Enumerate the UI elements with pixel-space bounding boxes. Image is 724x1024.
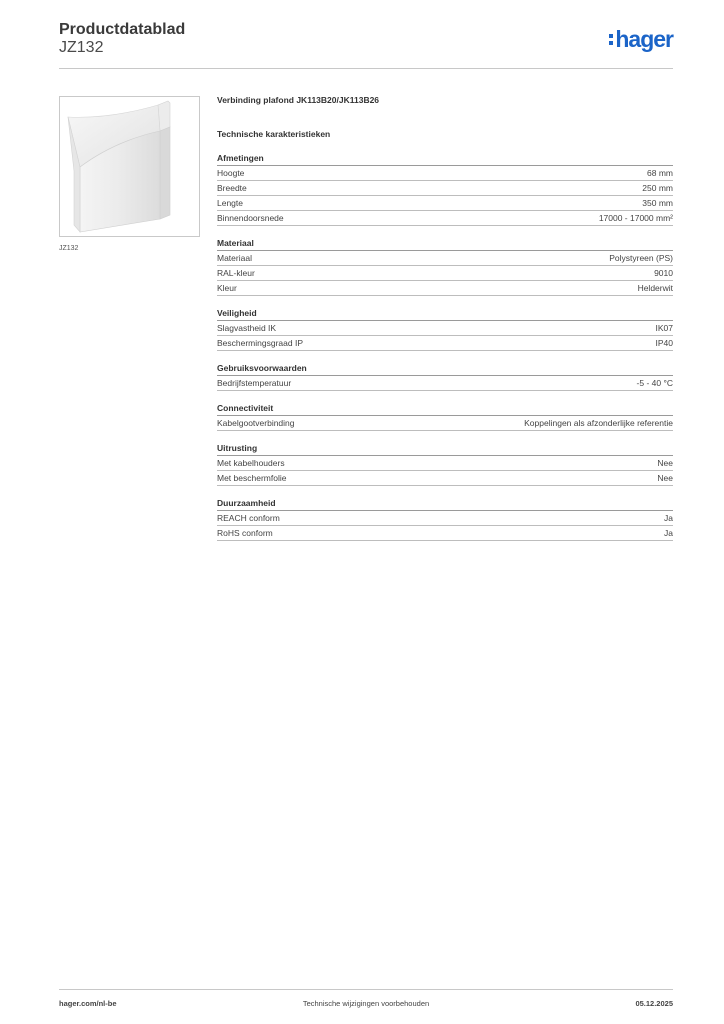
spec-row: [217, 281, 673, 296]
spec-row: [217, 251, 673, 266]
image-caption: JZ132: [59, 245, 79, 252]
spec-label: Met kabelhouders: [217, 458, 285, 468]
spec-label: RAL-kleur: [217, 268, 255, 278]
spec-value: Nee: [657, 458, 673, 468]
spec-row: [217, 196, 673, 211]
logo-dots-icon: [609, 34, 613, 45]
footer-divider: [59, 989, 673, 990]
spec-section: [217, 363, 673, 391]
product-description: Verbinding plafond JK113B20/JK113B26: [217, 95, 380, 105]
spec-row: [217, 321, 673, 336]
spec-row: [217, 511, 673, 526]
spec-section: [217, 153, 673, 226]
spec-row: [217, 336, 673, 351]
product-image: [59, 96, 200, 237]
spec-section: [217, 403, 673, 431]
spec-value: IP40: [655, 338, 673, 348]
spec-label: Binnendoorsnede: [217, 213, 284, 223]
footer-date: 05.12.2025: [635, 999, 673, 1008]
ceiling-connector-illustration: [60, 97, 199, 236]
spec-section: [217, 443, 673, 486]
spec-value: IK07: [655, 323, 673, 333]
spec-row: [217, 266, 673, 281]
spec-section: [217, 308, 673, 351]
spec-label: RoHS conform: [217, 528, 273, 538]
spec-value: 250 mm: [642, 183, 673, 193]
spec-value: Helderwit: [637, 283, 673, 293]
product-code: JZ132: [59, 39, 104, 56]
footer-website: hager.com/nl-be: [59, 999, 117, 1008]
spec-label: Kabelgootverbinding: [217, 418, 295, 428]
spec-row: [217, 416, 673, 431]
spec-value: Ja: [664, 528, 673, 538]
spec-value: 68 mm: [647, 168, 673, 178]
section-title: Uitrusting: [217, 443, 673, 456]
tech-heading: Technische karakteristieken: [217, 129, 331, 139]
spec-label: Lengte: [217, 198, 243, 208]
section-title: Veiligheid: [217, 308, 673, 321]
spec-value: Nee: [657, 473, 673, 483]
document-title: Productdatablad: [59, 21, 186, 38]
spec-row: [217, 166, 673, 181]
spec-label: Slagvastheid IK: [217, 323, 277, 333]
spec-value: Polystyreen (PS): [609, 253, 673, 263]
spec-label: Materiaal: [217, 253, 252, 263]
section-title: Gebruiksvoorwaarden: [217, 363, 673, 376]
spec-content: [217, 95, 673, 541]
logo-text: hager: [615, 26, 673, 52]
section-title: Materiaal: [217, 238, 673, 251]
spec-label: Breedte: [217, 183, 247, 193]
spec-label: Met beschermfolie: [217, 473, 287, 483]
spec-label: REACH conform: [217, 513, 280, 523]
footer-notice: Technische wijzigingen voorbehouden: [302, 999, 430, 1008]
spec-value: -5 - 40 °C: [636, 378, 673, 388]
section-title: Afmetingen: [217, 153, 673, 166]
spec-value: 350 mm: [642, 198, 673, 208]
spec-row: [217, 211, 673, 226]
hager-logo: [609, 27, 673, 51]
spec-value: 9010: [654, 268, 673, 278]
spec-label: Beschermingsgraad IP: [217, 338, 303, 348]
spec-row: [217, 526, 673, 541]
spec-label: Kleur: [217, 283, 237, 293]
spec-label: Bedrijfstemperatuur: [217, 378, 292, 388]
spec-section: [217, 498, 673, 541]
spec-value: Koppelingen als afzonderlijke referentie: [524, 418, 673, 428]
spec-row: [217, 376, 673, 391]
page-header: [59, 21, 673, 69]
header-divider: [59, 68, 673, 69]
section-title: Duurzaamheid: [217, 498, 673, 511]
spec-row: [217, 456, 673, 471]
spec-value: Ja: [664, 513, 673, 523]
spec-row: [217, 181, 673, 196]
spec-section: [217, 238, 673, 296]
section-title: Connectiviteit: [217, 403, 673, 416]
spec-label: Hoogte: [217, 168, 245, 178]
spec-sections: [217, 153, 673, 541]
spec-value: 17000 - 17000 mm²: [598, 213, 673, 223]
spec-row: [217, 471, 673, 486]
